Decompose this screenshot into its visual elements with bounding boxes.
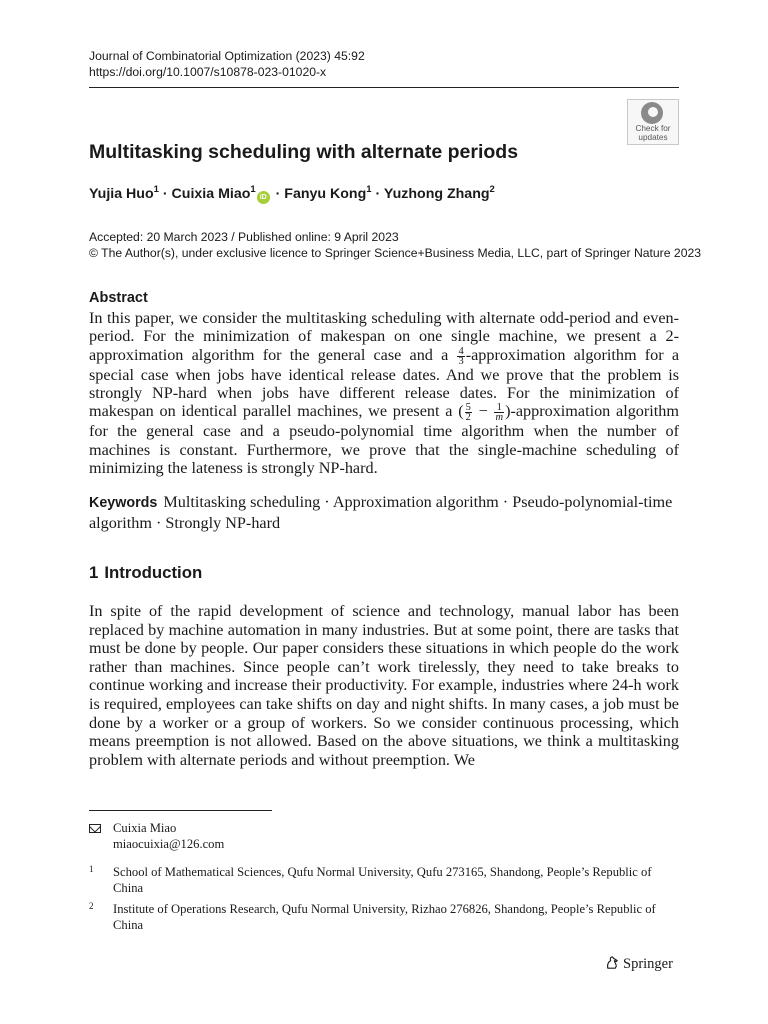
journal-header — [89, 48, 365, 80]
author-separator: · — [158, 186, 172, 202]
author-name: Yuzhong Zhang — [383, 186, 490, 202]
affiliation-text: Institute of Operations Research, Qufu Normal University, Rizhao 276826, Shandong, People’s Republic of China — [113, 902, 656, 932]
keywords-label: Keywords — [89, 495, 158, 511]
author-affiliation-mark: 2 — [489, 184, 495, 195]
abstract-heading: Abstract — [89, 290, 148, 306]
fraction-denominator: 3 — [458, 355, 464, 367]
abstract-text: -approximation algorithm for a special case when jobs have identical release dates. And we prove that the problem is strongly NP-hard when jobs have different release dates. For the minimization of makespan on identical parallel machines, we present a ( — [89, 345, 680, 421]
header-rule — [89, 87, 679, 88]
fraction-one-over-m — [494, 403, 504, 422]
springer-horse-icon — [605, 955, 620, 970]
footnote-rule — [89, 810, 272, 811]
minus-sign: − — [472, 402, 494, 421]
orcid-icon[interactable]: iD — [257, 191, 270, 204]
check-for-updates-line2: updates — [638, 133, 668, 142]
author-name: Cuixia Miao — [171, 186, 251, 202]
author-affiliation-mark: 1 — [366, 184, 372, 195]
author-name: Fanyu Kong — [284, 186, 367, 202]
publication-dates — [89, 229, 701, 261]
doi-link[interactable]: https://doi.org/10.1007/s10878-023-01020-x — [89, 65, 327, 79]
author-affiliation-mark: 1 — [153, 184, 159, 195]
fraction-numerator: 5 — [465, 402, 471, 414]
fraction-numerator: 1 — [494, 403, 504, 413]
section-heading — [89, 563, 202, 583]
affiliation-mark: 1 — [89, 864, 94, 874]
author-name: Yujia Huo — [89, 186, 154, 202]
affiliation — [89, 901, 679, 933]
accepted-published-dates: Accepted: 20 March 2023 / Published online: 9 April 2023 — [89, 230, 399, 244]
introduction-paragraph: In spite of the rapid development of science and technology, manual labor has been replaced by machine automation in many industries. But at some point, there are tasks that must be done by people. Our paper considers these situations in which people do the work rather than machines. Since people can’t work tirelessly, they need to take breaks to continue working and increase their productivity. For example, industries where 24-h work is required, employees can take shifts on day and night shifts. In many cases, a job must be done by a worker or a group of workers. So we consider continuous processing, which means preemption is not allowed. Based on the above situations, we think a multitasking problem with alternate periods and without preemption. We — [89, 602, 679, 769]
section-number: 1 — [89, 563, 99, 582]
abstract-text: )-approximation algorithm for the general case and a pseudo-polynomial time algorithm when the number of machines is constant. Furthermore, we prove that the single-machine scheduling of minimizing the lateness is strongly NP-hard. — [89, 402, 679, 477]
abstract-text: In this paper, we consider the multitasking scheduling with alternate odd-period and even-period. For the minimization of makespan on one single machine, we present a 2-approximation algorithm for the general case and a — [89, 309, 679, 364]
author-affiliation-mark: 1 — [250, 184, 256, 195]
keywords-block — [89, 493, 679, 533]
publisher-logo — [605, 955, 673, 973]
affiliation-mark: 2 — [89, 901, 94, 911]
check-for-updates-icon — [641, 102, 663, 124]
author-separator: · — [271, 186, 285, 202]
publisher-name: Springer — [623, 956, 673, 972]
section-title: Introduction — [104, 563, 203, 582]
copyright-line: © The Author(s), under exclusive licence to Springer Science+Business Media, LLC, part of Springer Nature 2023 — [89, 246, 702, 260]
fraction-numerator: 4 — [458, 345, 464, 357]
corresponding-author-email[interactable]: miaocuixia@126.com — [113, 837, 225, 851]
journal-citation: Journal of Combinatorial Optimization (2023) 45:92 — [89, 49, 365, 63]
fraction-denominator: 2 — [465, 412, 471, 424]
fraction-five-halves — [465, 403, 472, 422]
fraction-four-thirds — [457, 347, 464, 366]
fraction-denominator: m — [495, 412, 504, 424]
envelope-icon — [89, 824, 101, 833]
affiliation-text: School of Mathematical Sciences, Qufu Normal University, Qufu 273165, Shandong, People’s Republic of China — [113, 865, 652, 895]
affiliation — [89, 864, 679, 896]
paper-title: Multitasking scheduling with alternate periods — [89, 141, 519, 163]
corresponding-author — [89, 820, 225, 852]
author-separator: · — [371, 186, 384, 202]
author-list — [89, 186, 495, 204]
check-for-updates-badge[interactable] — [627, 99, 679, 145]
corresponding-author-name: Cuixia Miao — [113, 821, 177, 835]
keywords-text: Multitasking scheduling · Approximation algorithm · Pseudo-polynomial-time algorithm · Strongly NP-hard — [89, 493, 673, 532]
abstract-body — [89, 309, 679, 477]
check-for-updates-line1: Check for — [635, 124, 671, 133]
